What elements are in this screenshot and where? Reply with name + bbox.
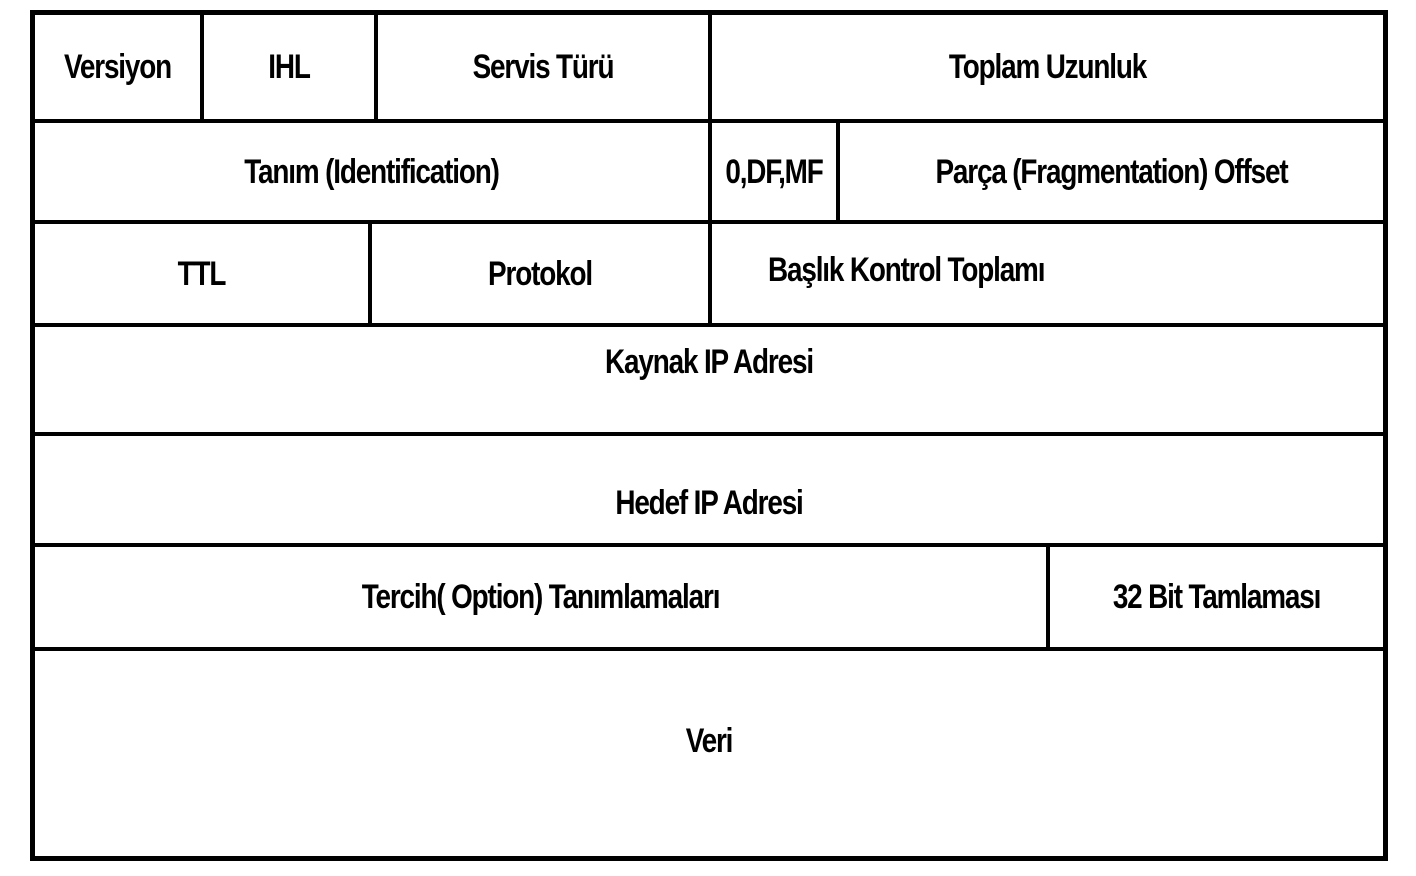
divider-options-padding [1046, 545, 1050, 649]
divider-flags-offset [836, 121, 840, 222]
flags-label: 0,DF,MF [725, 152, 823, 191]
ttl-label: TTL [177, 254, 226, 293]
header-checksum-label: Başlık Kontrol Toplamı [768, 251, 1045, 289]
divider-top-right [708, 10, 712, 327]
source-ip-label: Kaynak IP Adresi [605, 343, 813, 381]
total-length-label: Toplam Uzunluk [948, 48, 1147, 86]
divider-ttl-protocol [368, 222, 372, 327]
ihl-label: IHL [268, 48, 310, 86]
row-divider-4 [30, 432, 1388, 436]
destination-ip-label: Hedef IP Adresi [615, 484, 803, 522]
service-type-label: Servis Türü [472, 48, 614, 86]
padding-label: 32 Bit Tamlaması [1112, 578, 1321, 616]
identification-label: Tanım (Identification) [244, 152, 499, 191]
outer-border-bottom [30, 856, 1388, 861]
protocol-label: Protokol [488, 254, 592, 293]
divider-version-ihl [200, 10, 204, 121]
fragment-offset-label: Parça (Fragmentation) Offset [935, 152, 1288, 191]
data-label: Veri [685, 722, 733, 760]
options-label: Tercih( Option) Tanımlamaları [361, 578, 720, 616]
version-label: Versiyon [63, 48, 172, 86]
divider-ihl-service [374, 10, 378, 121]
